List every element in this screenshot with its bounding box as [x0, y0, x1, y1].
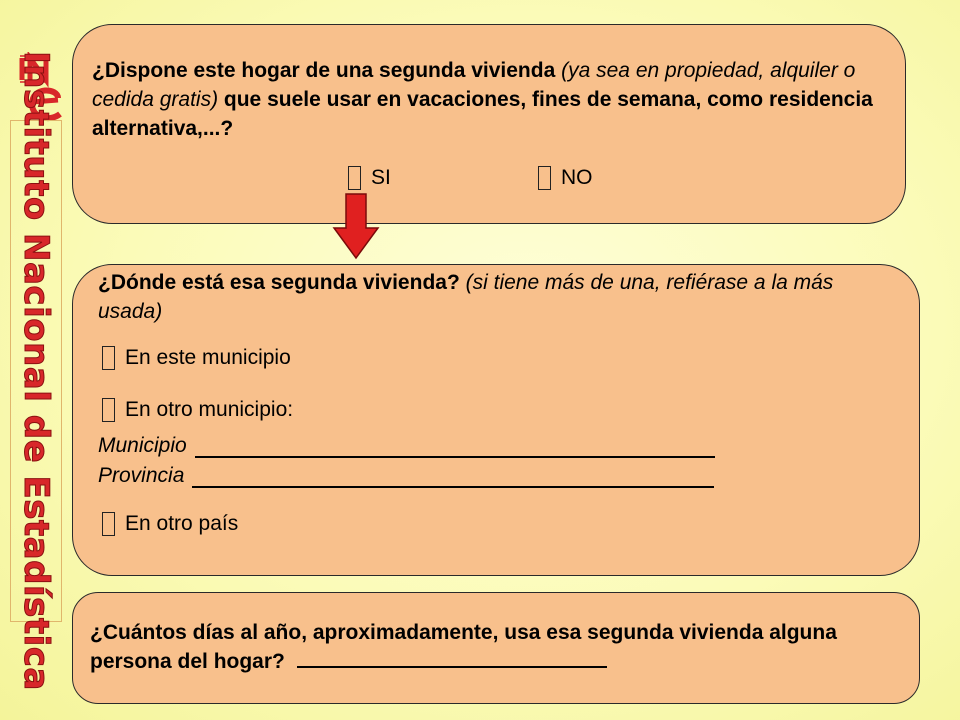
checkbox-icon[interactable]	[102, 346, 115, 370]
question-second-home-italic: (ya sea en propiedad, alquiler o cedida gratis)	[92, 59, 856, 111]
provincia-label: Provincia	[98, 464, 185, 487]
question-second-home-bold-2: que suele usar en vacaciones, fines de semana, como residencia alternativa,...?	[92, 88, 873, 140]
question-days	[90, 618, 870, 676]
institute-name-text: Instituto Nacional de Estadística	[16, 51, 56, 691]
question-second-home-bold-1: ¿Dispone este hogar de una segunda vivienda	[92, 59, 556, 82]
question-location-bold: ¿Dónde está esa segunda vivienda?	[98, 271, 460, 294]
municipio-label: Municipio	[98, 434, 187, 457]
question-location-italic: (si tiene más de una, refiérase a la más usada)	[98, 271, 834, 323]
option-si-label: SI	[371, 166, 391, 189]
option-otro-municipio-label: En otro municipio:	[125, 398, 294, 421]
municipio-field	[98, 434, 715, 458]
option-no[interactable]	[538, 166, 593, 190]
down-arrow-icon	[332, 192, 380, 260]
institute-name	[10, 51, 62, 691]
option-otro-municipio[interactable]	[102, 398, 293, 422]
question-second-home	[92, 56, 882, 143]
checkbox-icon[interactable]	[102, 512, 115, 536]
question-days-text: ¿Cuántos días al año, aproximadamente, usa esa segunda vivienda alguna persona del hogar?	[90, 621, 837, 673]
provincia-input-line[interactable]	[192, 466, 714, 488]
option-este-municipio[interactable]	[102, 346, 291, 370]
checkbox-icon[interactable]	[538, 166, 551, 190]
option-si[interactable]	[348, 166, 391, 190]
option-otro-pais-label: En otro país	[125, 512, 239, 535]
municipio-input-line[interactable]	[195, 436, 715, 458]
days-input-line[interactable]	[297, 648, 607, 668]
option-otro-pais[interactable]	[102, 512, 238, 536]
provincia-field	[98, 464, 714, 488]
question-location	[98, 268, 898, 326]
checkbox-icon[interactable]	[348, 166, 361, 190]
checkbox-icon[interactable]	[102, 398, 115, 422]
option-no-label: NO	[561, 166, 593, 189]
option-este-municipio-label: En este municipio	[125, 346, 291, 369]
